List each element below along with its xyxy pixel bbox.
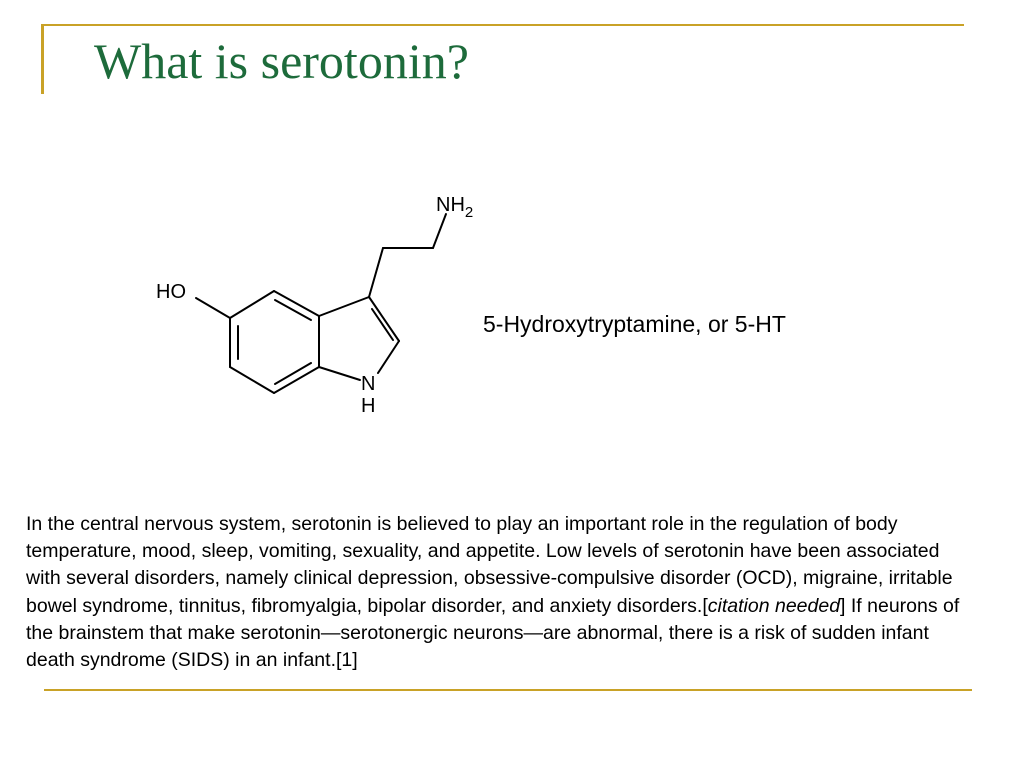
paragraph-part-1: In the central nervous system, serotonin is believed to play an important role in the regulation of body temperature, mood, sleep, vomiting, sexuality, and appetite. Low levels of serotonin have been associated with several disorders, namely clinical depression, obsessive-compulsive disorder (OCD), migraine, irritable bowel syndrome, tinnitus, fibromyalgia, bipolar disorder, and anxiety disorders.[ — [26, 513, 953, 617]
bond — [275, 363, 311, 384]
page-title: What is serotonin? — [94, 33, 469, 89]
bond — [369, 297, 399, 341]
bond — [319, 297, 369, 316]
bond — [275, 300, 311, 320]
bond — [433, 214, 446, 248]
bond — [372, 309, 393, 340]
ho-label: HO — [156, 281, 186, 303]
bond — [319, 367, 360, 380]
bond — [378, 341, 399, 373]
bond — [196, 298, 230, 318]
n-label: N — [361, 373, 376, 395]
molecule-caption: 5-Hydroxytryptamine, or 5-HT — [483, 311, 786, 337]
description-paragraph — [26, 511, 976, 674]
h-label: H — [361, 395, 376, 417]
bond — [230, 291, 274, 318]
paragraph-part-2: ] If neurons of the brainstem that make serotonin—serotonergic neurons—are abnormal, there is a risk of sudden infant death syndrome (SIDS) in an infant.[1] — [26, 594, 960, 672]
bond — [230, 367, 274, 393]
citation-needed: citation needed — [707, 594, 841, 617]
bond — [369, 248, 383, 297]
nh2-label: $NH_2$ — [436, 194, 474, 221]
